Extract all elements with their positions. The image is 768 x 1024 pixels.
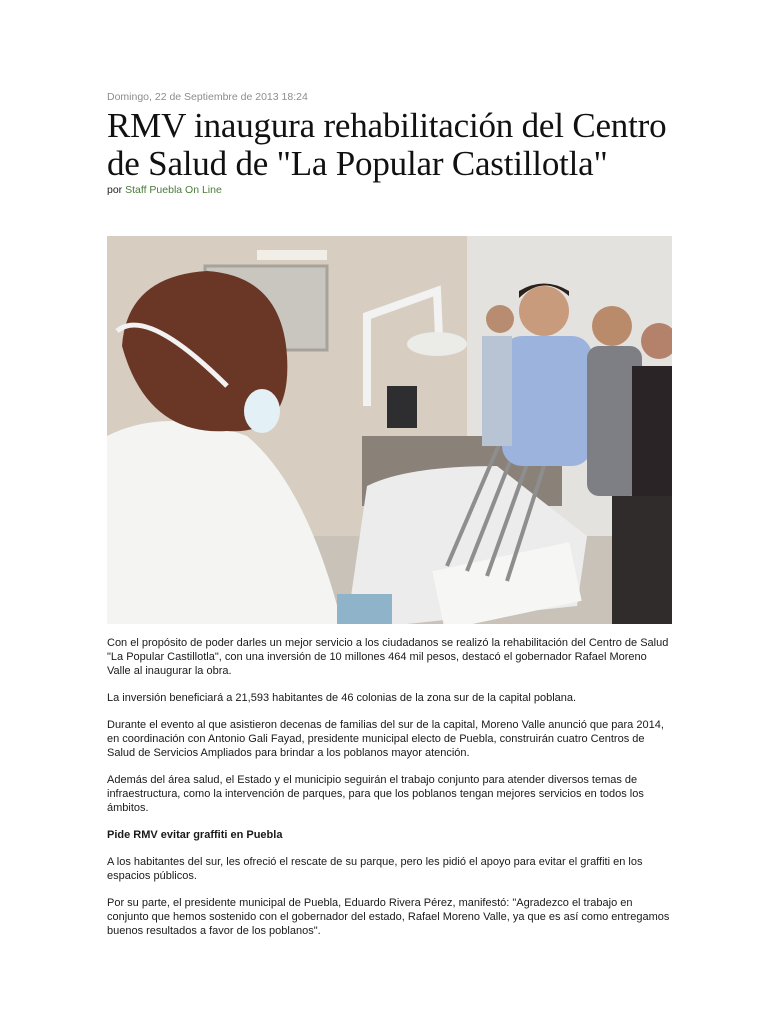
paragraph: Durante el evento al que asistieron decenas de familias del sur de la capital, Moreno Valle anunció que para 2014, en coordinación con Antonio Gali Fayad, presidente municipal electo de Puebla, construirán cuatro Centros de Salud de Servicios Ampliados para brindar a los poblanos mayor atención. bbox=[107, 719, 664, 759]
article-date: Domingo, 22 de Septiembre de 2013 18:24 bbox=[107, 91, 308, 103]
photo-ceiling-light bbox=[257, 250, 327, 260]
author-link[interactable]: Staff Puebla On Line bbox=[125, 184, 222, 196]
photo-lamp-head bbox=[407, 332, 467, 356]
photo-computer bbox=[387, 386, 417, 428]
article-subheading: Pide RMV evitar graffiti en Puebla bbox=[107, 829, 283, 841]
article-page bbox=[107, 91, 672, 937]
paragraph: Con el propósito de poder darles un mejor servicio a los ciudadanos se realizó la rehabilitación del Centro de Salud "La Popular Castillotla", con una inversión de 10 millones 464 mil pesos, destacó el gobernador Rafael Moreno Valle al inaugurar la obra. bbox=[107, 637, 669, 677]
byline-prefix: por bbox=[107, 184, 123, 196]
article-byline bbox=[107, 184, 672, 197]
photo-man-blue-shirt bbox=[502, 336, 592, 466]
article-title: RMV inaugura rehabilitación del Centro de Salud de "La Popular Castillotla" bbox=[107, 106, 667, 183]
article-body bbox=[107, 636, 672, 951]
paragraph: La inversión beneficiará a 21,593 habitantes de 46 colonias de la zona sur de la capital poblana. bbox=[107, 692, 577, 704]
paragraph: A los habitantes del sur, les ofreció el rescate de su parque, pero les pidió el apoyo para evitar el graffiti en los espacios públicos. bbox=[107, 856, 643, 882]
article-photo bbox=[107, 236, 672, 624]
paragraph: Además del área salud, el Estado y el municipio seguirán el trabajo conjunto para atender diversos temas de infraestructura, como la intervención de parques, para que los poblanos tengan mejores servicios en todos los ámbitos. bbox=[107, 774, 644, 814]
paragraph: Por su parte, el presidente municipal de Puebla, Eduardo Rivera Pérez, manifestó: "Agradezco el trabajo en conjunto que hemos sostenido con el gobernador del estado, Rafael Moreno Valle, ya que es así como entregamos buenos resultados a favor de los poblanos". bbox=[107, 897, 670, 937]
